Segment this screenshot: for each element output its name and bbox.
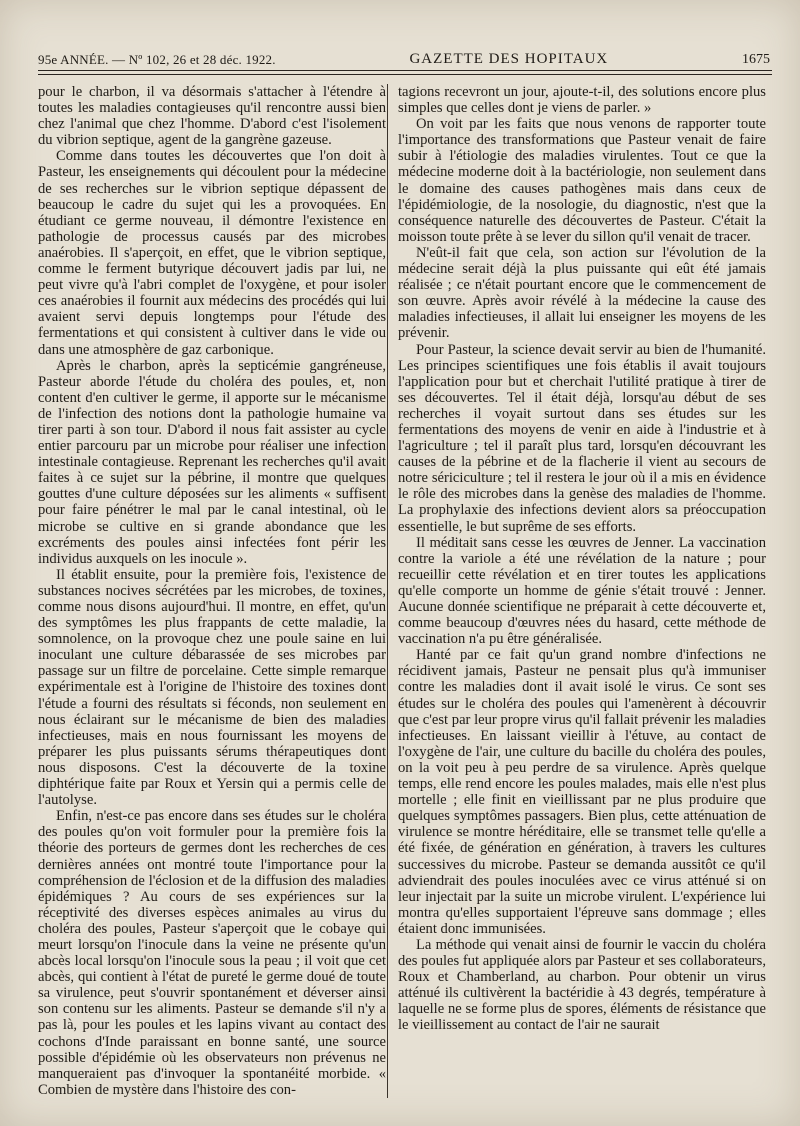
paragraph: On voit par les faits que nous venons de rapporter toute l'importance des transformations que Pasteur venait de faire subir à l'étiologie des maladies virulentes. Tout ce que la médecine moderne doit à la bactériologie, non seulement dans le domaine des causes pathogènes mais dans ceux de l'épidémiologie, de la nosologie, du diagnostic, n'est que la conséquence naturelle des découvertes de Pasteur. C'était la moisson toute prête à se lever du sillon qu'il venait de tracer. xyxy=(398,116,766,245)
paragraph: Il établit ensuite, pour la première fois, l'existence de substances nocives sécrétées par les microbes, de toxines, comme nous disons aujourd'hui. Il montre, en effet, qu'un des symptômes les plus frappants de cette maladie, la somnolence, on la provoque chez une poule saine en lui inoculant une culture débarassée de ses microbes par passage sur un filtre de porcelaine. Cette simple remarque expérimentale est à l'origine de l'histoire des toxines dont l'étude a fourni des résultats si féconds, non seulement en nous éclairant sur le mécanisme de bien des maladies infectieuses, mais en nous fournissant les moyens de préparer les plus puissants sérums thérapeutiques dont nous disposons. C'est la découverte de la toxine diphtérique faite par Roux et Yersin qui a permis celle de l'autolyse. xyxy=(38,566,386,809)
left-column xyxy=(38,84,386,1098)
paragraph: Il méditait sans cesse les œuvres de Jenner. La vaccination contre la variole a été une révélation de la nature ; pour recueillir cette révélation et en tirer toutes les applications qu'elle comporte un homme de génie s'était trouvé : Jenner. Aucune donnée scientifique ne préparait à cette découverte et, comme beaucoup d'œuvres nées du hasard, cette méthode de vaccination n'a pu être généralisée. xyxy=(398,534,766,648)
page-number: 1675 xyxy=(741,52,770,67)
paragraph: Pour Pasteur, la science devait servir au bien de l'humanité. Les principes scientifiques une fois établis il avait toujours l'application pour but et cherchait l'utilité pratique à tirer de ses découvertes. Tel il était déjà, lorsqu'au début de ses recherches il voyait surtout dans ses études sur les fermentations des moyens de venir en aide à l'industrie et à l'agriculture ; tel il paraît plus tard, lorsqu'en découvrant les causes de la pébrine et de la flacherie il vient au secours de notre sériciculture ; tel il restera le jour où il a mis en évidence le rôle des microbes dans la genèse des maladies de l'homme. La prophylaxie des infections devient alors sa préoccupation essentielle, le but suprême de ses efforts. xyxy=(398,341,766,535)
paragraph: Enfin, n'est-ce pas encore dans ses études sur le choléra des poules qu'on voit formuler pour la première fois la théorie des porteurs de germes dont les recherches de ces dernières années ont montré toute l'importance pour la compréhension de l'éclosion et de la diffusion des maladies épidémiques ? Au cours de ses expériences sur la réceptivité des diverses espèces animales au virus du choléra des poules, Pasteur s'aperçoit que le cobaye qui meurt lorsqu'on l'inocule dans la veine ne présente qu'un abcès local lorsqu'on l'inocule sous la peau ; il voit que cet abcès, qui contient à l'état de pureté le germe doué de toute sa virulence, peut s'ouvrir spontanément et déverser ainsi son contenu sur les aliments. Pasteur se demande s'il n'y a pas là, pour les poules et les lapins vivant au contact des cochons d'Inde paraissant en bonne santé, une source possible d'épidémie où les observateurs non prévenus ne manqueraient pas d'invoquer la spontanéité morbide. « Combien de mystère dans l'histoire des con- xyxy=(38,808,386,1098)
paragraph: pour le charbon, il va désormais s'attacher à l'étendre à toutes les maladies contagieuses qu'il rencontre aussi bien chez l'animal que chez l'homme. D'abord c'est l'isolement du vibrion septique, agent de la gangrène gazeuse. xyxy=(38,84,386,149)
column-divider xyxy=(387,84,388,1098)
paragraph: N'eût-il fait que cela, son action sur l'évolution de la médecine serait déjà la plus puissante qui eût été jamais réalisée ; ce n'était pourtant encore que le commencement de son œuvre. Après avoir révélé à la médecine la cause des maladies infectieuses, il allait lui enseigner les moyens de les prévenir. xyxy=(398,244,766,342)
issue-line: 95e ANNÉE. — Nº 102, 26 et 28 déc. 1922. xyxy=(38,52,276,67)
paragraph: Hanté par ce fait qu'un grand nombre d'infections ne récidivent jamais, Pasteur ne pensait plus qu'à immuniser contre les maladies dont il avait isolé le virus. Ce sont ses études sur le choléra des poules qui l'amenèrent à découvrir que c'est par leur propre virus qu'il fallait prévenir les maladies infectieuses. En laissant vieillir à l'étuve, au contact de l'oxygène de l'air, une culture du bacille du choléra des poules, on la voit peu à peu perdre de sa virulence. Après quelque temps, elle rend encore les poules malades, mais elle n'est plus mortelle ; elle finit en vieillissant par ne plus produire que quelques symptômes passagers. Bien plus, cette atténuation de virulence se montre héréditaire, elle se transmet telle qu'elle a été fixée, de génération en génération, à travers les cultures successives du microbe. Pasteur se demanda aussitôt ce qu'il adviendrait des poules inoculées avec ce virus atténué si on leur injectait par la suite un microbe virulent. L'expérience lui montra qu'elles supportaient l'épreuve sans dommage ; elles étaient donc immunisées. xyxy=(398,647,766,937)
paragraph: Comme dans toutes les découvertes que l'on doit à Pasteur, les enseignements qui découlent pour la médecine de ses recherches sur le vibrion septique dépassent de beaucoup le cadre du sujet qui les a provoquées. En étudiant ce germe nouveau, il démontre l'existence en pathologie de processus causés par des microbes anaérobies. Il s'aperçoit, en effet, que le vibrion septique, comme le ferment butyrique découvert jadis par lui, ne peut vivre qu'à l'abri complet de l'oxygène, et pour isoler ces anaérobies il fournit aux médecins des procédés qui lui avaient servi depuis longtemps pour l'étude des fermentations et qui consistent à cultiver dans le vide ou dans une atmosphère de gaz carbonique. xyxy=(38,148,386,358)
paragraph: tagions recevront un jour, ajoute-t-il, des solutions encore plus simples que celles dont je viens de parler. » xyxy=(398,84,766,117)
right-column xyxy=(398,84,766,1034)
journal-title: GAZETTE DES HOPITAUX xyxy=(409,51,609,67)
paragraph: Après le charbon, après la septicémie gangréneuse, Pasteur aborde l'étude du choléra des poules, et, non content d'en cultiver le germe, il apporte sur le mécanisme de l'infection des notions dont la pathologie humaine va tirer parti à son tour. D'abord il nous fait assister au cycle entier parcouru par un microbe pour réaliser une infection intestinale contagieuse. Reprenant les recherches qu'il avait faites à ce sujet sur la pébrine, il montre que quelques gouttes d'une culture déposées sur les aliments « suffisent pour faire pénétrer le mal par le canal intestinal, où le microbe se cultive en si grande abondance que les excréments des poules ainsi infectées font périr les individus auxquels on les inocule ». xyxy=(38,357,386,567)
paragraph: La méthode qui venait ainsi de fournir le vaccin du choléra des poules fut appliquée alors par Pasteur et ses collaborateurs, Roux et Chamberland, au charbon. Pour obtenir un virus atténué ils cultivèrent la bactéridie à 43 degrés, température à laquelle ne se forme plus de spores, éléments de résistance que le vieillissement au contact de l'air ne saurait xyxy=(398,936,766,1034)
page-header xyxy=(38,40,770,68)
header-rule xyxy=(38,70,772,75)
